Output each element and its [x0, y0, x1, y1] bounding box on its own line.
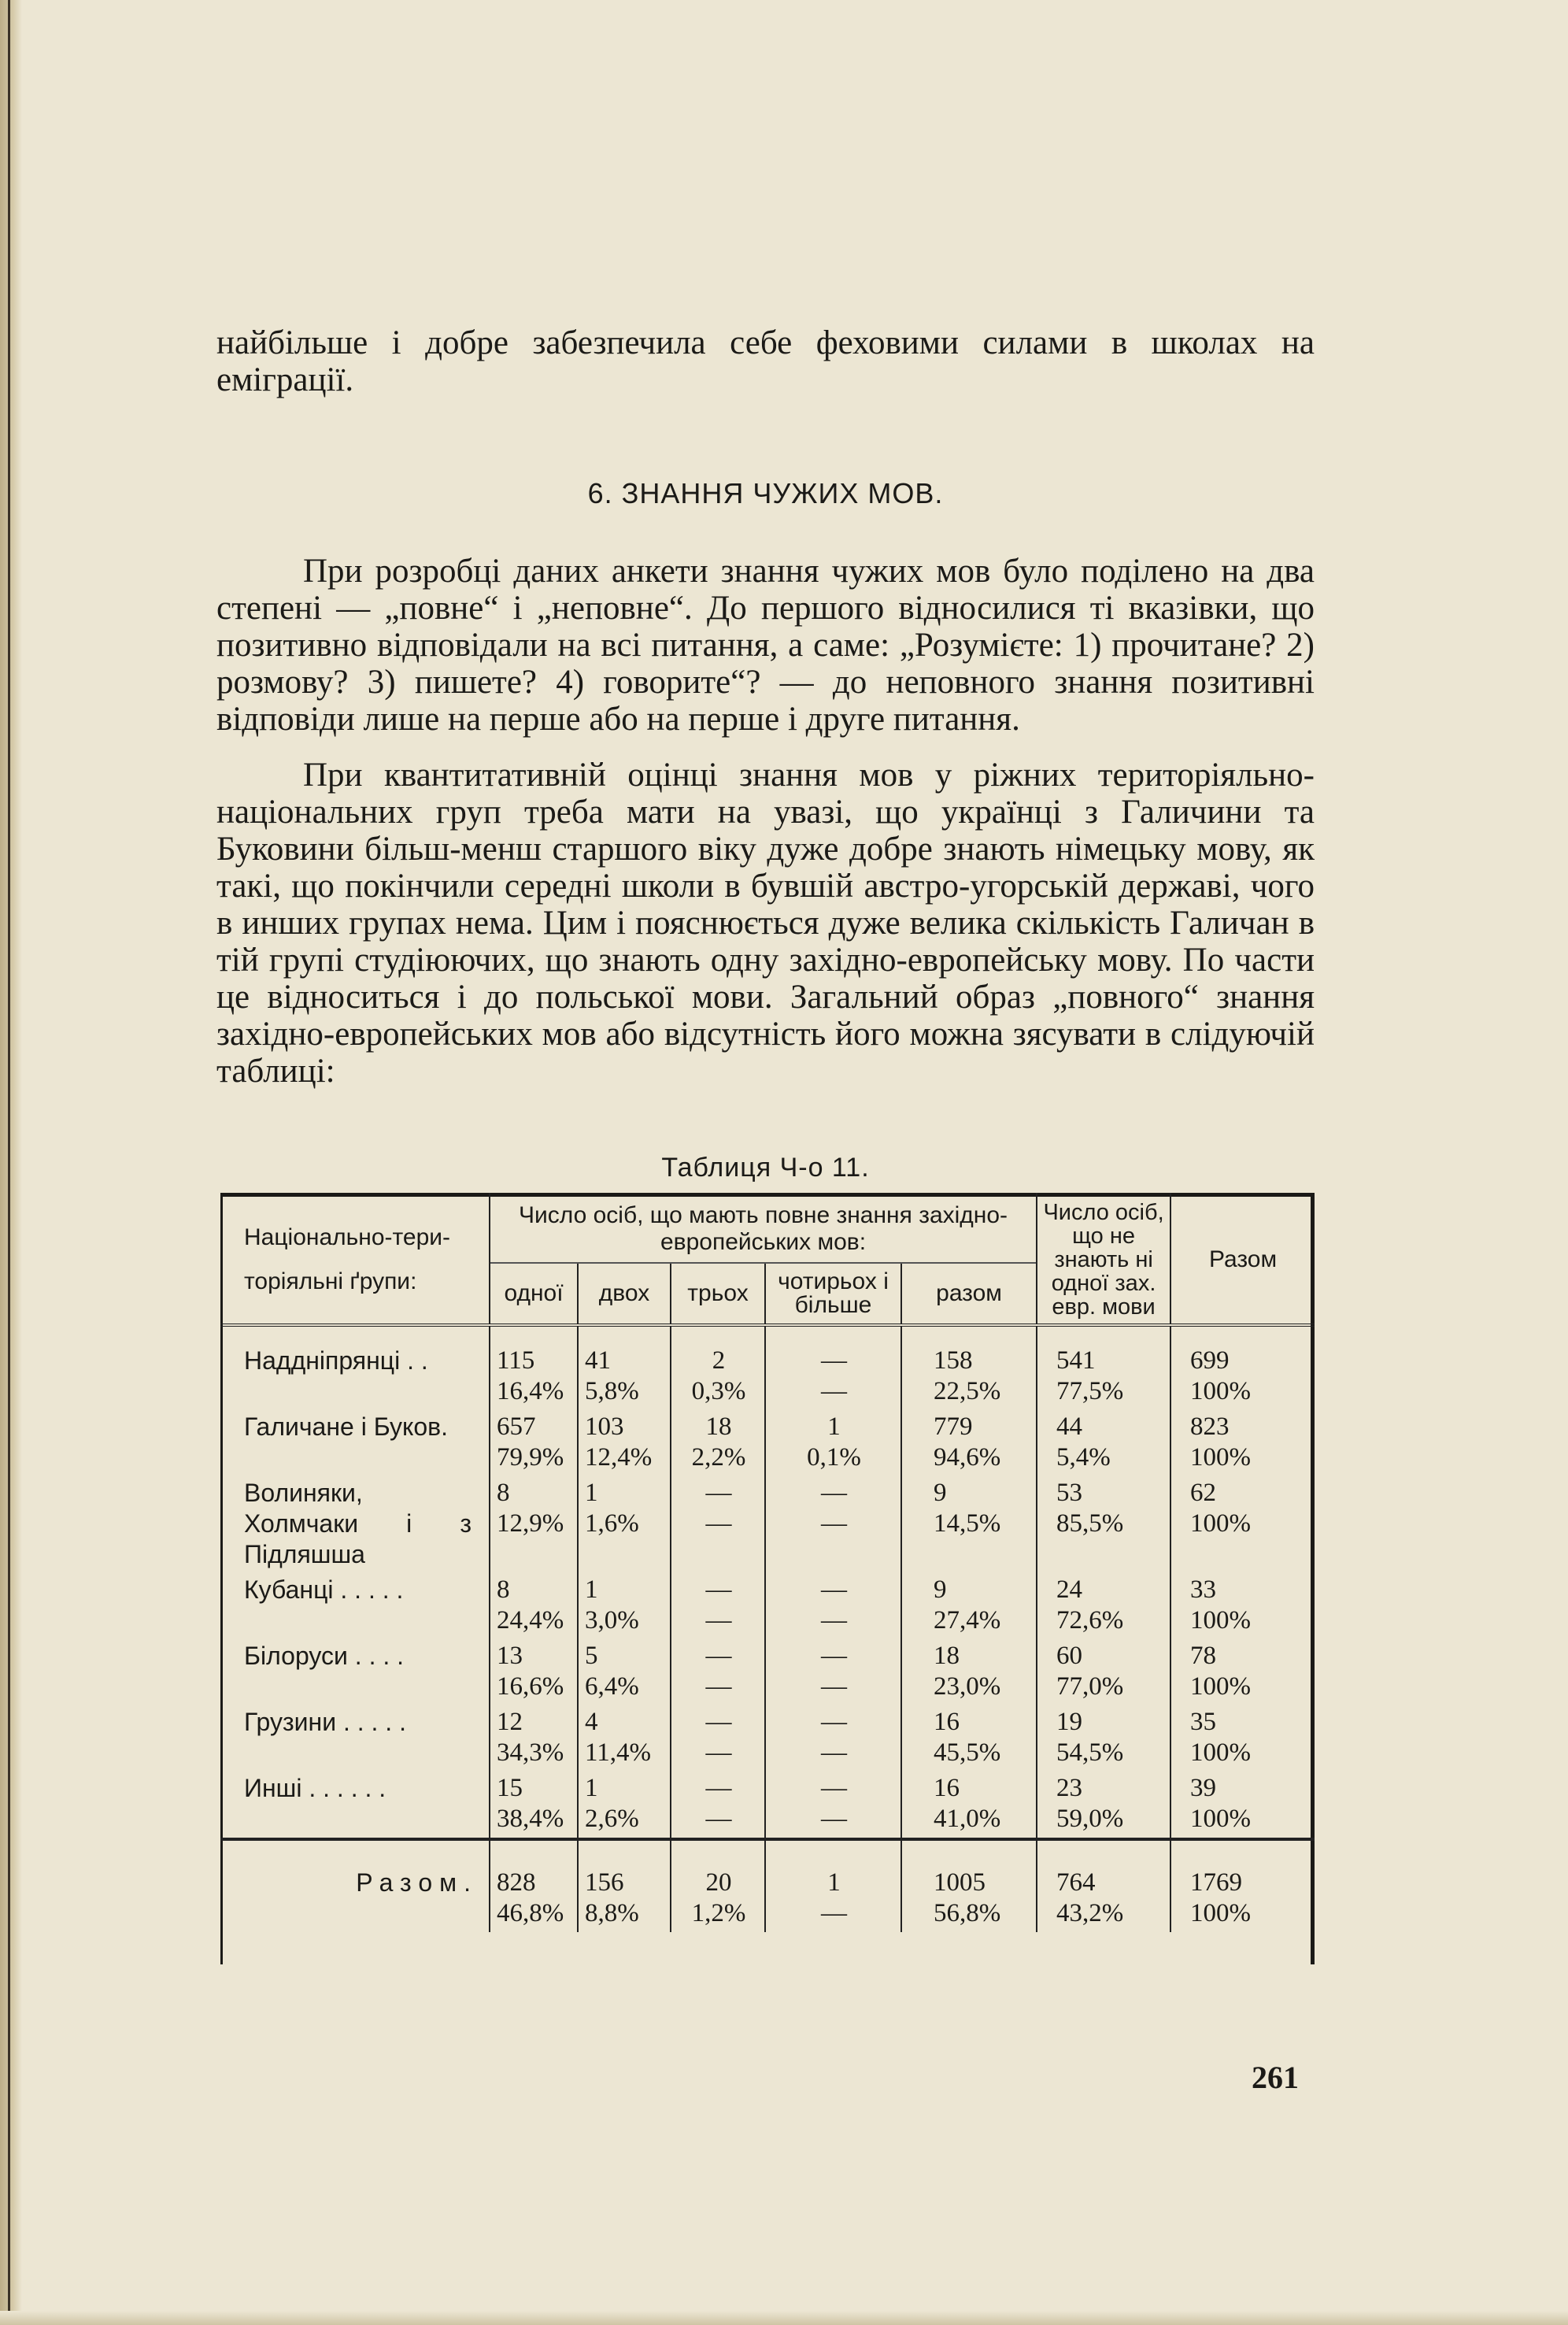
cell-count: 44: [1056, 1412, 1083, 1441]
row-label: Наддніпрянці . .: [244, 1346, 428, 1375]
cell-sum: [901, 1410, 1037, 1476]
cell-two: [578, 1344, 671, 1410]
cell-count: —: [705, 1575, 732, 1604]
cell-count: 156: [585, 1868, 624, 1897]
cell-percent: 1,6%: [585, 1509, 639, 1538]
cell-count: 1: [585, 1774, 598, 1802]
cell-count: 1005: [934, 1868, 986, 1897]
cell-percent: 24,4%: [497, 1606, 564, 1635]
cell-percent: 2,6%: [585, 1805, 639, 1833]
cell-percent: 23,0%: [934, 1672, 1001, 1701]
book-spine: [0, 0, 22, 2325]
cell-percent: 100%: [1190, 1377, 1252, 1405]
cell-total: [1170, 1410, 1315, 1476]
cell-one: [490, 1639, 578, 1705]
cell-count: 828: [497, 1868, 536, 1897]
cell-percent: —: [705, 1805, 732, 1833]
cell-three: [671, 1476, 765, 1573]
row-label: Волиняки, Холмчаки і з Підляшша: [244, 1479, 472, 1568]
cell-count: 62: [1190, 1479, 1217, 1507]
cell-four: [765, 1476, 901, 1573]
cell-sum: [901, 1344, 1037, 1410]
cell-count: 41: [585, 1346, 611, 1375]
language-knowledge-table: [220, 1193, 1315, 1932]
row-label: Грузини . . . . .: [244, 1708, 406, 1736]
cell-count: —: [821, 1479, 847, 1507]
cell-count: 158: [934, 1346, 973, 1375]
cell-count: 23: [1056, 1774, 1083, 1802]
cell-count: 4: [585, 1708, 598, 1736]
cell-count: 60: [1056, 1642, 1083, 1670]
cell-percent: 2,2%: [691, 1443, 746, 1472]
cell-count: 1: [827, 1412, 841, 1441]
cell-two: [578, 1573, 671, 1639]
cell-one: [490, 1705, 578, 1772]
cell-percent: 45,5%: [934, 1738, 1001, 1767]
cell-total: [1170, 1476, 1315, 1573]
cell-two: [578, 1839, 671, 1932]
cell-percent: 14,5%: [934, 1509, 1001, 1538]
cell-none: [1037, 1573, 1170, 1639]
cell-none: [1037, 1705, 1170, 1772]
cell-percent: 16,6%: [497, 1672, 564, 1701]
cell-two: [578, 1705, 671, 1772]
cell-percent: 22,5%: [934, 1377, 1001, 1405]
cell-count: 541: [1056, 1346, 1096, 1375]
cell-count: —: [821, 1575, 847, 1604]
table-caption: Таблиця Ч-о 11.: [661, 1153, 870, 1183]
cell-count: 1: [585, 1479, 598, 1507]
cell-percent: 43,2%: [1056, 1899, 1124, 1927]
cell-total: [1170, 1772, 1315, 1839]
cell-percent: 3,0%: [585, 1606, 639, 1635]
cell-four: [765, 1344, 901, 1410]
cell-count: —: [705, 1479, 732, 1507]
cell-percent: —: [705, 1606, 732, 1635]
cell-percent: 46,8%: [497, 1899, 564, 1927]
table-body: [220, 1325, 1315, 1932]
section-heading: 6. ЗНАННЯ ЧУЖИХ МОВ.: [587, 477, 944, 509]
cell-count: 1: [827, 1868, 841, 1897]
cell-count: 779: [934, 1412, 973, 1441]
cell-percent: —: [821, 1738, 847, 1767]
cell-count: 764: [1056, 1868, 1096, 1897]
cell-none: [1037, 1839, 1170, 1932]
cell-count: 16: [934, 1774, 960, 1802]
cell-count: 15: [497, 1774, 523, 1802]
cell-three: [671, 1839, 765, 1932]
cell-percent: 100%: [1190, 1443, 1252, 1472]
cell-sum: [901, 1772, 1037, 1839]
page-number: 261: [1252, 2060, 1299, 2095]
cell-percent: 100%: [1190, 1899, 1252, 1927]
cell-count: 13: [497, 1642, 523, 1670]
cell-count: 18: [705, 1412, 732, 1441]
cell-none: [1037, 1476, 1170, 1573]
cell-total: [1170, 1639, 1315, 1705]
cell-three: [671, 1573, 765, 1639]
cell-percent: 41,0%: [934, 1805, 1001, 1833]
cell-count: —: [821, 1642, 847, 1670]
cell-percent: 27,4%: [934, 1606, 1001, 1635]
cell-total: [1170, 1573, 1315, 1639]
cell-percent: 77,0%: [1056, 1672, 1124, 1701]
cell-total: [1170, 1344, 1315, 1410]
col-one-header: одної: [490, 1263, 578, 1325]
row-label: Разом.: [220, 1839, 490, 1932]
cell-four: [765, 1410, 901, 1476]
cell-count: —: [705, 1642, 732, 1670]
cell-count: 1: [585, 1575, 598, 1604]
cell-four: [765, 1839, 901, 1932]
cell-percent: 12,9%: [497, 1509, 564, 1538]
cell-sum: [901, 1639, 1037, 1705]
row-label: Инші . . . . . .: [244, 1774, 386, 1802]
cell-count: —: [705, 1708, 732, 1736]
cell-one: [490, 1410, 578, 1476]
cell-sum: [901, 1839, 1037, 1932]
cell-count: 16: [934, 1708, 960, 1736]
cell-count: 657: [497, 1412, 536, 1441]
cell-two: [578, 1772, 671, 1839]
row-label: Кубанці . . . . .: [244, 1575, 404, 1604]
col-two-header: двох: [578, 1263, 671, 1325]
cell-percent: 56,8%: [934, 1899, 1001, 1927]
cell-percent: 94,6%: [934, 1443, 1001, 1472]
cell-three: [671, 1772, 765, 1839]
total-header: Разом: [1170, 1193, 1315, 1325]
cell-count: 39: [1190, 1774, 1217, 1802]
table-row: [220, 1772, 1315, 1839]
row-label: Галичане і Буков.: [244, 1412, 449, 1441]
cell-count: 20: [705, 1868, 732, 1897]
cell-percent: —: [821, 1672, 847, 1701]
no-knowledge-header: Число осіб, що не знають ні одної зах. евр. мови: [1037, 1193, 1170, 1325]
cell-four: [765, 1705, 901, 1772]
cell-count: 19: [1056, 1708, 1083, 1736]
cell-percent: —: [821, 1377, 847, 1405]
cell-count: —: [821, 1774, 847, 1802]
col-sum-header: разом: [901, 1263, 1037, 1325]
cell-count: 9: [934, 1575, 947, 1604]
table-row: [220, 1344, 1315, 1410]
cell-percent: 72,6%: [1056, 1606, 1124, 1635]
table-row: [220, 1476, 1315, 1573]
header-separator: [220, 1325, 1315, 1344]
cell-two: [578, 1410, 671, 1476]
cell-count: —: [705, 1774, 732, 1802]
cell-percent: 16,4%: [497, 1377, 564, 1405]
cell-percent: —: [821, 1805, 847, 1833]
cell-count: 53: [1056, 1479, 1083, 1507]
cell-percent: 100%: [1190, 1606, 1252, 1635]
cell-three: [671, 1410, 765, 1476]
cell-percent: 100%: [1190, 1805, 1252, 1833]
group-header-line1: Hаціонально-тери-: [244, 1224, 451, 1250]
cell-count: 12: [497, 1708, 523, 1736]
cell-four: [765, 1639, 901, 1705]
group-header: [220, 1193, 490, 1325]
total-row: [220, 1839, 1315, 1932]
cell-percent: 0,3%: [691, 1377, 746, 1405]
cell-percent: 77,5%: [1056, 1377, 1124, 1405]
cell-percent: 54,5%: [1056, 1738, 1124, 1767]
cell-one: [490, 1344, 578, 1410]
cell-count: 8: [497, 1479, 510, 1507]
cell-one: [490, 1839, 578, 1932]
cell-count: 103: [585, 1412, 624, 1441]
cell-percent: 8,8%: [585, 1899, 639, 1927]
paragraph-1: При розробці даних анкети знання чужих мов було поділено на два степені — „повне“ і „неповне“. До першого відносилися ті вказівки, що позитивно відповідали на всі питання, а саме: „Розумієте: 1) прочитане? 2) розмову? 3) пишете? 4) говорите“? — до неповного знання позитивні відповіди лише на перше або на перше і друге питання.: [216, 553, 1315, 738]
cell-count: 2: [712, 1346, 726, 1375]
cell-percent: 59,0%: [1056, 1805, 1124, 1833]
cell-percent: 5,4%: [1056, 1443, 1111, 1472]
cell-percent: —: [705, 1509, 732, 1538]
cell-percent: 38,4%: [497, 1805, 564, 1833]
cell-sum: [901, 1573, 1037, 1639]
cell-four: [765, 1573, 901, 1639]
spine-line: [8, 0, 10, 2325]
cell-count: 823: [1190, 1412, 1230, 1441]
cell-total: [1170, 1839, 1315, 1932]
intro-text: найбільше і добре забезпечила себе феховими силами в школах на еміграції.: [216, 324, 1315, 398]
cell-sum: [901, 1705, 1037, 1772]
cell-count: 5: [585, 1642, 598, 1670]
full-knowledge-header: Число осіб, що мають повне знання західно-европейських мов:: [490, 1193, 1037, 1263]
col-three-header: трьох: [671, 1263, 765, 1325]
cell-percent: 11,4%: [585, 1738, 652, 1767]
table-row: [220, 1705, 1315, 1772]
cell-sum: [901, 1476, 1037, 1573]
cell-count: 115: [497, 1346, 535, 1375]
col-four-header: чотирьох і більше: [765, 1263, 901, 1325]
cell-percent: 0,1%: [807, 1443, 861, 1472]
cell-four: [765, 1772, 901, 1839]
cell-two: [578, 1639, 671, 1705]
cell-three: [671, 1705, 765, 1772]
cell-percent: 6,4%: [585, 1672, 639, 1701]
cell-percent: 85,5%: [1056, 1509, 1124, 1538]
cell-percent: 1,2%: [691, 1899, 746, 1927]
cell-percent: —: [705, 1672, 732, 1701]
cell-percent: 100%: [1190, 1738, 1252, 1767]
cell-count: 1769: [1190, 1868, 1243, 1897]
table-container: [220, 1193, 1315, 1932]
page-bottom-edge: [0, 2311, 1568, 2325]
cell-count: 33: [1190, 1575, 1217, 1604]
cell-percent: 100%: [1190, 1509, 1252, 1538]
cell-none: [1037, 1639, 1170, 1705]
cell-count: 699: [1190, 1346, 1230, 1375]
cell-one: [490, 1476, 578, 1573]
paragraph-2: При квантитативній оцінці знання мов у ріжних територіяльно-національних груп треба мати на увазі, що українці з Галичини та Буковини більш-менш старшого віку дуже добре знають німецьку мову, як такі, що покінчили середні школи в бувшій австро-угорській державі, чого в инших групах нема. Цим і пояснюється дуже велика скількість Галичан в тій групі студіюючих, що знають одну західно-европейську мову. По части це відноситься і до польської мови. Загальний образ „повного“ знання західно-европейських мов або відсутність його можна зясувати в слідуючій таблиці:: [216, 757, 1315, 1090]
cell-percent: 34,3%: [497, 1738, 564, 1767]
cell-count: 9: [934, 1479, 947, 1507]
cell-one: [490, 1573, 578, 1639]
cell-percent: —: [821, 1899, 847, 1927]
cell-count: —: [821, 1346, 847, 1375]
cell-none: [1037, 1410, 1170, 1476]
cell-two: [578, 1476, 671, 1573]
cell-count: 78: [1190, 1642, 1217, 1670]
group-header-line2: торіяльні ґрупи:: [244, 1268, 417, 1294]
table-row: [220, 1573, 1315, 1639]
cell-none: [1037, 1772, 1170, 1839]
cell-percent: 5,8%: [585, 1377, 639, 1405]
cell-count: —: [821, 1708, 847, 1736]
row-label: Білоруси . . . .: [244, 1642, 405, 1670]
table-row: [220, 1639, 1315, 1705]
cell-count: 18: [934, 1642, 960, 1670]
table-row: [220, 1410, 1315, 1476]
cell-none: [1037, 1344, 1170, 1410]
cell-percent: —: [821, 1509, 847, 1538]
cell-count: 24: [1056, 1575, 1083, 1604]
cell-count: 8: [497, 1575, 510, 1604]
cell-percent: 100%: [1190, 1672, 1252, 1701]
cell-total: [1170, 1705, 1315, 1772]
cell-three: [671, 1639, 765, 1705]
page-body: [216, 315, 1315, 1231]
cell-one: [490, 1772, 578, 1839]
cell-count: 35: [1190, 1708, 1217, 1736]
cell-percent: 12,4%: [585, 1443, 653, 1472]
cell-three: [671, 1344, 765, 1410]
cell-percent: —: [821, 1606, 847, 1635]
cell-percent: 79,9%: [497, 1443, 564, 1472]
cell-percent: —: [705, 1738, 732, 1767]
